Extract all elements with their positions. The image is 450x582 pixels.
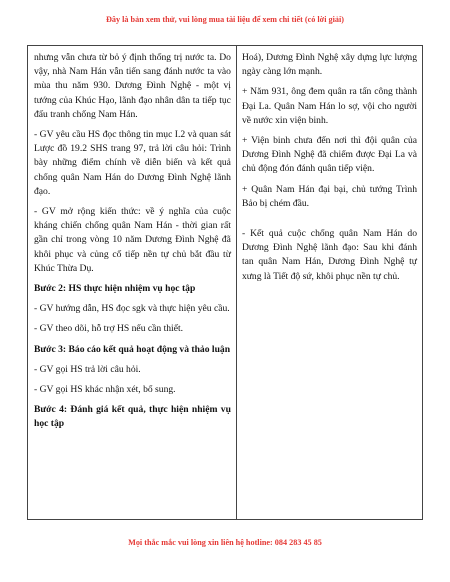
content-column	[237, 46, 422, 519]
spacer	[242, 217, 417, 227]
paragraph-result: - Kết quả cuộc chống quân Nam Hán do Dương Đình Nghệ lãnh đạo: Sau khi đánh tan quân Nam Hán, Dương Đình Nghệ tự xưng là Tiết độ sứ, khôi phục nền tự chủ.	[241, 228, 417, 282]
step-3-heading: Bước 3: Báo cáo kết quả hoạt động và thảo luận	[34, 343, 231, 355]
paragraph-support: - GV theo dõi, hỗ trợ HS nếu cần thiết.	[34, 323, 184, 335]
paragraph-capture-dai-la: + Viện binh chưa đến nơi thì đội quân của Dương Đình Nghệ đã chiếm được Đại La và chủ động đón đánh quân tiếp viện.	[241, 135, 417, 175]
paragraph-answer: - GV gọi HS trả lời câu hỏi.	[34, 363, 141, 375]
paragraph-feedback: - GV gọi HS khác nhận xét, bổ sung.	[34, 384, 176, 396]
paragraph-intro: nhưng vẫn chưa từ bỏ ý định thống trị nước ta. Do vậy, nhà Nam Hán vẫn tiến sang đánh nước ta vào mùa thu năm 930. Dương Đình Nghệ - một vị tướng của Khúc Hạo, lãnh đạo nhân dân ta tiếp tục đấu tranh chống Nam Hán.	[34, 52, 231, 120]
lesson-plan-table	[27, 45, 423, 520]
paragraph-defeat: + Quân Nam Hán đại bại, chủ tướng Trình Bảo bị chém đầu.	[241, 183, 417, 209]
step-2-heading: Bước 2: HS thực hiện nhiệm vụ học tập	[34, 283, 196, 295]
paragraph-guidance: - GV hướng dẫn, HS đọc sgk và thực hiện yêu cầu.	[34, 303, 230, 315]
paragraph-extension: - GV mở rộng kiến thức: về ý nghĩa của cuộc kháng chiến chống quân Nam Hán - thời gian rất gần chỉ trong vòng 10 năm Dương Đình Nghệ đã khôi phục và củng cố tiếp nền tự chủ bắt đầu từ Khúc Thừa Dụ.	[34, 206, 231, 274]
preview-notice-banner: Đây là bản xem thử, vui lòng mua tài liệu để xem chi tiết (có lời giải)	[105, 15, 344, 24]
hotline-notice-banner: Mọi thắc mắc vui lòng xin liên hệ hotline: 084 283 45 85	[128, 538, 322, 547]
teacher-activities-column	[28, 46, 237, 519]
paragraph-task-question: - GV yêu cầu HS đọc thông tin mục I.2 và quan sát Lược đồ 19.2 SHS trang 97, trả lời câu hỏi: Trình bày những điểm chính về diễn biến và kết quả chống quân Nam Hán do Dương Đình Nghệ lãnh đạo.	[34, 129, 231, 197]
paragraph-build-forces: Hoá), Dương Đình Nghệ xây dựng lực lượng ngày càng lớn mạnh.	[241, 52, 417, 78]
step-4-heading: Bước 4: Đánh giá kết quả, thực hiện nhiệm vụ học tập	[34, 404, 231, 430]
paragraph-attack-dai-la: + Năm 931, ông đem quân ra tấn công thành Đại La. Quân Nam Hán lo sợ, vội cho người về nước xin viện binh.	[241, 86, 417, 126]
